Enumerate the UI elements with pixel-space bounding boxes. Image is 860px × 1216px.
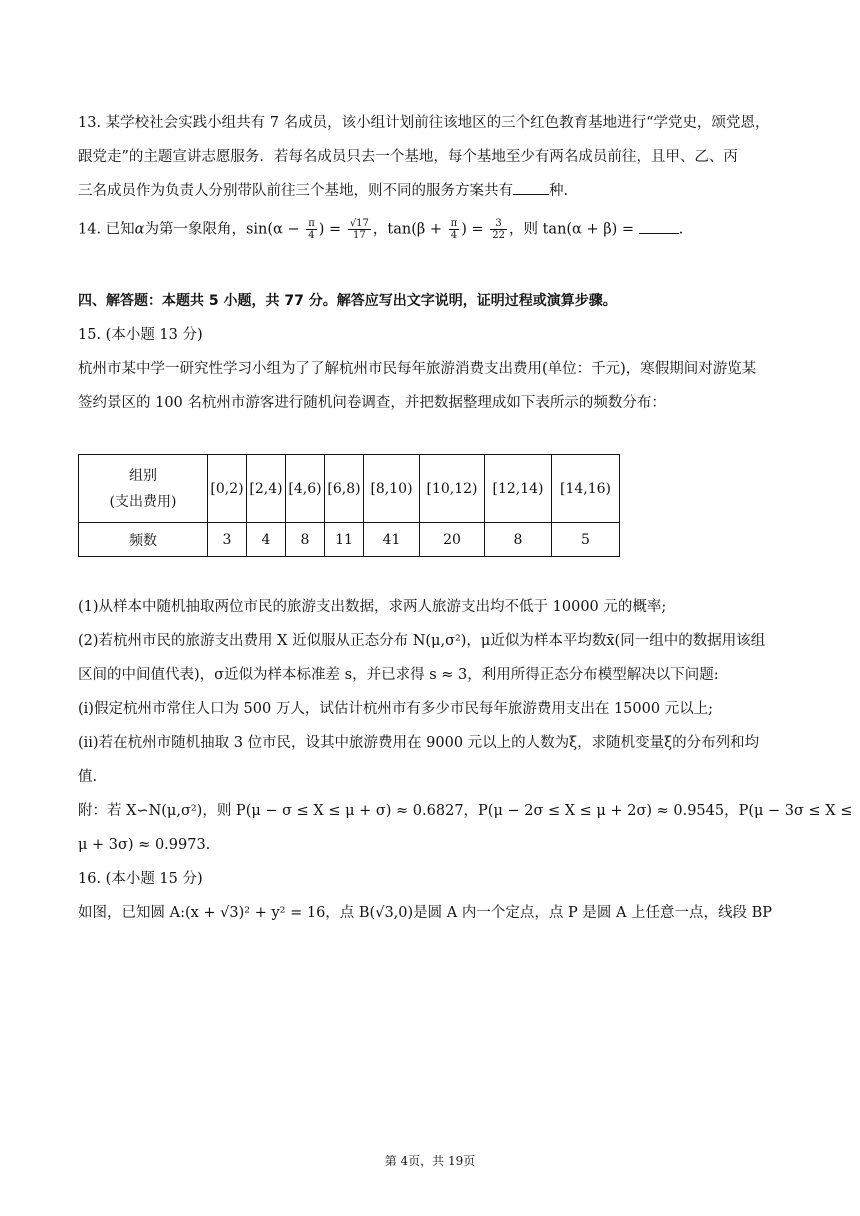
table-cell: [12,14) xyxy=(485,455,552,523)
table-row-counts xyxy=(79,523,620,557)
table-header-count: 频数 xyxy=(79,523,208,557)
q14-target: tan(α + β) = xyxy=(542,221,639,238)
q14-mid: 为第一象限角， xyxy=(144,221,246,238)
answer-blank-13 xyxy=(513,180,549,195)
q15-appendix-line-2: μ + 3σ) ≈ 0.9973. xyxy=(78,837,211,853)
q15-paragraph-1: 杭州市某中学一研究性学习小组为了了解杭州市民每年旅游消费支出费用(单位：千元)，寒假期间对游览某 xyxy=(78,361,757,377)
table-cell: 5 xyxy=(552,523,620,557)
table-header-group: 组别 (支出费用) xyxy=(79,455,208,523)
q14-prefix: 14. 已知 xyxy=(78,221,135,238)
table-cell: [6,8) xyxy=(325,455,364,523)
q14-then: ，则 xyxy=(508,221,543,238)
q15-header: 15. (本小题 13 分) xyxy=(78,327,203,343)
q13-line-2: 跟党走”的主题宣讲志愿服务．若每名成员只去一个基地，每个基地至少有两名成员前往，且甲、乙、丙 xyxy=(78,149,738,165)
table-row-groups xyxy=(79,455,620,523)
fraction-pi-over-4: $\frac{\pi}{4}$ xyxy=(308,218,315,241)
fraction-pi-over-4-b: $\frac{\pi}{4}$ xyxy=(450,218,458,241)
q15-subquestion-ii-line-2: 值. xyxy=(78,769,98,785)
q15-subquestion-i: (i)假定杭州市常住人口为 500 万人，试估计杭州市有多少市民每年旅游费用支出在 15000 元以上; xyxy=(78,701,714,717)
q15-subquestion-ii-line-1: (ii)若在杭州市随机抽取 3 位市民，设其中旅游费用在 9000 元以上的人数为ξ，求随机变量ξ的分布列和均 xyxy=(78,735,760,751)
q15-appendix-line-1: 附：若 X∽N(μ,σ²)，则 P(μ − σ ≤ X ≤ μ + σ) ≈ 0.6827，P(μ − 2σ ≤ X ≤ μ + 2σ) ≈ 0.9545，P(μ − 3σ ≤ X ≤ xyxy=(78,803,853,819)
q15-paragraph-2: 签约景区的 100 名杭州市游客进行随机问卷调查，并把数据整理成如下表所示的频数分布： xyxy=(78,395,666,411)
q14-eq1: ) = xyxy=(318,221,346,238)
table-cell: [0,2) xyxy=(208,455,247,523)
q13-line-3-text: 三名成员作为负责人分别带队前往三个基地，则不同的服务方案共有 xyxy=(78,183,513,199)
q14-tan-expr: tan(β + xyxy=(387,221,447,238)
q14-sep: ， xyxy=(372,221,388,238)
table-cell: 8 xyxy=(286,523,325,557)
table-cell: 11 xyxy=(325,523,364,557)
q16-line-1: 如图，已知圆 A:(x + √3)² + y² = 16，点 B(√3,0)是圆 A 内一个定点，点 P 是圆 A 上任意一点，线段 BP xyxy=(78,905,773,921)
table-cell: [8,10) xyxy=(364,455,420,523)
answer-blank-14 xyxy=(639,219,679,234)
q15-subquestion-1: (1)从样本中随机抽取两位市民的旅游支出数据，求两人旅游支出均不低于 10000 元的概率; xyxy=(78,599,667,615)
table-cell: 41 xyxy=(364,523,420,557)
table-cell: 20 xyxy=(420,523,485,557)
q15-subquestion-2-line-1: (2)若杭州市民的旅游支出费用 X 近似服从正态分布 N(μ,σ²)，μ近似为样本平均数x̄(同一组中的数据用该组 xyxy=(78,633,766,649)
table-cell: [4,6) xyxy=(286,455,325,523)
q13-line-3-end: 种. xyxy=(549,183,569,199)
q16-header: 16. (本小题 15 分) xyxy=(78,871,203,887)
page-footer: 第 4页，共 19页 xyxy=(384,1154,476,1168)
q14-eq2: ) = xyxy=(461,221,489,238)
table-cell: 8 xyxy=(485,523,552,557)
q15-subquestion-2-line-2: 区间的中间值代表)，σ近似为样本标准差 s，并已求得 s ≈ 3，利用所得正态分布模型解决以下问题: xyxy=(78,667,719,683)
q14-line xyxy=(78,218,683,241)
q13-line-1: 13. 某学校社会实践小组共有 7 名成员，该小组计划前往该地区的三个红色教育基地进行“学党史，颂党恩， xyxy=(78,115,770,131)
q14-end: . xyxy=(678,221,684,238)
frequency-table xyxy=(78,454,620,557)
table-cell: 4 xyxy=(247,523,286,557)
q14-sin-expr: sin(α − xyxy=(245,221,305,238)
fraction-3-over-22: $\frac{3}{22}$ xyxy=(492,218,505,241)
table-cell: [14,16) xyxy=(552,455,620,523)
table-cell: 3 xyxy=(208,523,247,557)
q13-line-3 xyxy=(78,180,568,202)
section-4-heading: 四、解答题：本题共 5 小题，共 77 分。解答应写出文字说明，证明过程或演算步骤。 xyxy=(78,293,617,309)
table-cell: [10,12) xyxy=(420,455,485,523)
fraction-sqrt17-over-17: $\frac{√17}{17}$ xyxy=(349,218,369,241)
table-cell: [2,4) xyxy=(247,455,286,523)
q14-alpha: α xyxy=(134,221,145,238)
